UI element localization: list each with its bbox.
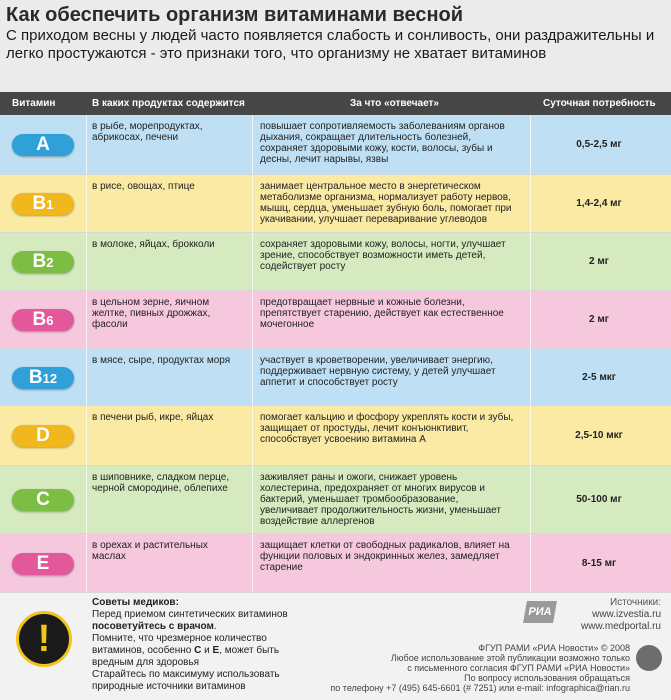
doctor-advice xyxy=(92,597,292,693)
globe-icon xyxy=(636,645,662,671)
food-sources: в цельном зерне, яичном желтке, пивных дрожжах, фасоли xyxy=(92,297,211,330)
vitamin-row xyxy=(0,534,671,593)
daily-dose: 50-100 мг xyxy=(576,494,622,505)
food-sources: в рыбе, морепродуктах, абрикосах, печени xyxy=(92,121,203,143)
page-subtitle: С приходом весны у людей часто появляется слабость и сонливость, они раздражительны и легко простужаются - это признаки того, что организму не хватает витаминов xyxy=(6,27,655,62)
vitamin-role: участвует в кроветворении, увеличивает энергию, поддерживает нервную систему, у детей улучшает аппетит и способствует росту xyxy=(260,355,496,388)
vitamin-role: занимает центральное место в энергетическом метаболизме организма, нормализует работу нервов, мышц, сердца, уменьшает зубную боль, помогает при укачивании, улучшает переваривание углеводов xyxy=(260,181,512,225)
food-sources: в печени рыб, икре, яйцах xyxy=(92,412,214,423)
vitamin-role: помогает кальцию и фосфору укреплять кости и зубы, защищает от простуды, лечит конъюнктивит, способствует усвоению витамина А xyxy=(260,412,514,445)
vitamin-role: защищает клетки от свободных радикалов, влияет на функции половых и эндокринных желез, замедляет старение xyxy=(260,540,510,573)
food-sources: в шиповнике, сладком перце, черной смородине, облепихе xyxy=(92,472,230,494)
daily-dose: 2 мг xyxy=(589,314,609,325)
advice-p2: Помните, что чрезмерное количество витаминов, особенно С и Е, может быть вредным для здоровья xyxy=(92,633,280,668)
advice-p1: Перед приемом синтетических витаминов посоветуйтесь с врачом. xyxy=(92,609,288,632)
daily-dose: 8-15 мг xyxy=(581,557,617,569)
copyright: ФГУП РАМИ «РИА Новости» © 2008 Любое использование этой публикации возможно только с письменного согласия ФГУП РАМИ «РИА Новости» По вопросу использования обращаться по телефону +7 (495) 645-6601 (# 7251) или e-mail: infographica@rian.ru xyxy=(330,643,630,693)
sources xyxy=(581,597,661,633)
ria-logo: РИА xyxy=(523,601,557,623)
food-sources: в орехах и растительных маслах xyxy=(92,540,208,562)
vitamin-row xyxy=(0,175,671,233)
food-sources: в молоке, яйцах, брокколи xyxy=(92,239,215,250)
food-sources: в рисе, овощах, птице xyxy=(92,181,195,192)
vitamin-role: сохраняет здоровыми кожу, волосы, ногти, улучшает зрение, способствует возможности иметь детей, содействует росту xyxy=(260,239,506,272)
vitamin-row xyxy=(0,406,671,466)
vitamin-badge: B1 xyxy=(12,193,74,215)
vitamin-row xyxy=(0,233,671,291)
daily-dose: 1,4-2,4 мг xyxy=(576,198,622,209)
vitamin-row xyxy=(0,349,671,406)
vitamin-badge: E xyxy=(12,553,74,575)
advice-heading: Советы медиков: xyxy=(92,597,179,608)
vitamin-badge: B12 xyxy=(12,367,74,389)
vitamin-row xyxy=(0,291,671,349)
daily-dose: 0,5-2,5 мг xyxy=(576,139,622,150)
vitamin-role: повышает сопротивляемость заболеваниям органов дыхания, сокращает длительность болезней, сохраняет здоровыми кожу, кости, волосы, зубы и десны, лечит нарывы, язвы xyxy=(260,121,505,165)
source-izvestia: www.izvestia.ru xyxy=(592,609,661,620)
vitamin-role: предотвращает нервные и кожные болезни, препятствует старению, действует как естественное мочегонное xyxy=(260,297,504,330)
vitamin-badge: B2 xyxy=(12,251,74,273)
vitamin-badge: B6 xyxy=(12,309,74,331)
page-title: Как обеспечить организм витаминами весной xyxy=(6,4,464,26)
vitamin-badge: C xyxy=(12,489,74,511)
header-role: За что «отвечает» xyxy=(350,98,439,109)
advice-p3: Старайтесь по максимуму использовать природные источники витаминов xyxy=(92,669,280,692)
header-vitamin: Витамин xyxy=(12,98,56,109)
vitamin-role: заживляет раны и ожоги, снижает уровень холестерина, предохраняет от многих вирусов и бактерий, уменьшает тромбообразование, увеличивает продолжительность жизни, уменьшает воздействие аллергенов xyxy=(260,472,501,527)
sources-heading: Источники: xyxy=(609,597,661,608)
vitamin-row xyxy=(0,466,671,534)
daily-dose: 2 мг xyxy=(589,256,609,267)
header-daily: Суточная потребность xyxy=(543,98,656,109)
daily-dose: 2,5-10 мкг xyxy=(575,430,623,441)
footer xyxy=(0,593,671,700)
source-medportal: www.medportal.ru xyxy=(580,621,661,632)
vitamin-badge: A xyxy=(12,134,74,156)
daily-dose: 2-5 мкг xyxy=(582,371,616,383)
food-sources: в мясе, сыре, продуктах моря xyxy=(92,355,231,366)
vitamin-row xyxy=(0,115,671,175)
header-products: В каких продуктах содержится xyxy=(92,98,245,109)
table-header xyxy=(0,92,671,115)
vitamin-table xyxy=(0,92,671,593)
vitamin-badge: D xyxy=(12,425,74,447)
warning-icon: ! xyxy=(16,611,72,667)
